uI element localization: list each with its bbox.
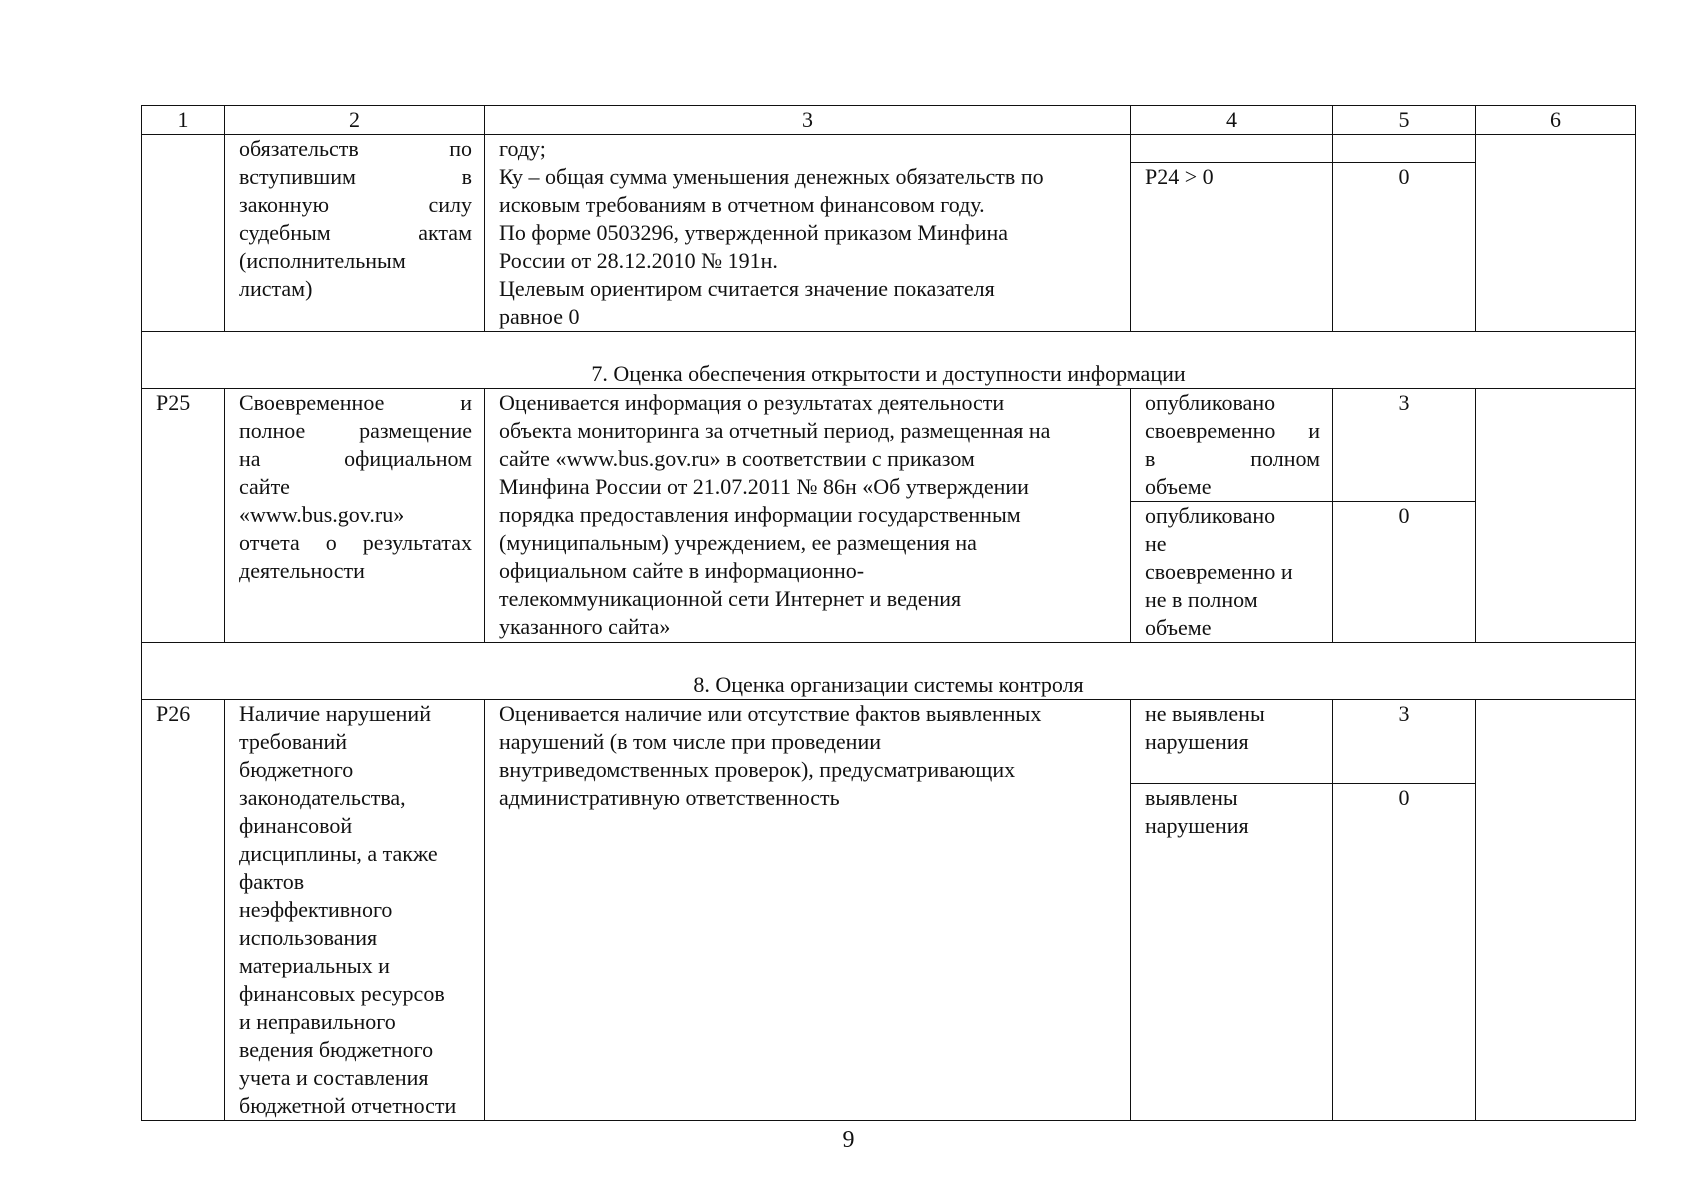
table-row-p26 [142,700,1636,784]
p25-description-line: Минфина России от 21.07.2011 № 86н «Об утверждении [499,474,1029,499]
p25-indicator-line: Своевременное и [239,390,472,415]
p26-indicator-line: финансовой [239,813,353,838]
p26-criterion-1-line: нарушения [1145,729,1249,754]
p26-code-cell: Р26 [142,700,225,1121]
p26-indicator-line: бюджетной отчетности [239,1093,457,1118]
header-row [142,106,1636,135]
p25-criterion-2-line: своевременно и [1145,559,1293,584]
p25-description-line: объекта мониторинга за отчетный период, размещенная на [499,418,1051,443]
p25-code-cell: Р25 [142,389,225,643]
header-col-4: 4 [1131,106,1333,135]
p26-indicator-cell [225,700,485,1121]
p25-criterion-1-line: опубликовано [1145,390,1276,415]
p26-indicator-line: ведения бюджетного [239,1037,434,1062]
header-col-1: 1 [142,106,225,135]
p24-description-line: году; [499,136,546,161]
p26-criterion-2-cell [1131,784,1333,1121]
p24-indicator-line: обязательств по [239,136,472,161]
header-col-6: 6 [1476,106,1636,135]
p26-indicator-line: использования [239,925,378,950]
p26-indicator-line: требований [239,729,348,754]
p25-criterion-1-cell [1131,389,1333,502]
p25-criterion-2-cell [1131,502,1333,643]
p25-indicator-line: сайте [239,474,290,499]
p26-indicator-line: бюджетного [239,757,354,782]
p25-score-1-cell: 3 [1333,389,1476,502]
section-7-title: 7. Оценка обеспечения открытости и доступности информации [142,332,1636,389]
p24-indicator-line: вступившим в [239,164,472,189]
p25-description-line: указанного сайта» [499,614,671,639]
p25-col6-cell [1476,389,1636,643]
table-row-p25 [142,389,1636,502]
table-row-p24-top [142,135,1636,163]
p25-description-line: Оценивается информация о результатах деятельности [499,390,1005,415]
p25-description-line: сайте «www.bus.gov.ru» в соответствии с приказом [499,446,975,471]
p26-description-line: внутриведомственных проверок), предусматривающих [499,757,1016,782]
p26-description-cell [485,700,1131,1121]
p24-description-line: России от 28.12.2010 № 191н. [499,248,778,273]
p24-indicator-line: (исполнительным [239,248,406,273]
p25-description-line: (муниципальным) учреждением, ее размещения на [499,530,977,555]
p25-indicator-line: на официальном [239,446,472,471]
p24-description-line: Целевым ориентиром считается значение показателя [499,276,995,301]
section-8-title: 8. Оценка организации системы контроля [142,643,1636,700]
p24-description-line: Ку – общая сумма уменьшения денежных обязательств по [499,164,1044,189]
p25-criterion-1-line: своевременно и [1145,418,1320,443]
p26-criterion-1-cell [1131,700,1333,784]
criteria-table [141,105,1636,1121]
p26-indicator-line: неэффективного [239,897,393,922]
p26-indicator-line: учета и составления [239,1065,429,1090]
p24-col6-cell [1476,135,1636,332]
p26-indicator-line: дисциплины, а также [239,841,438,866]
p26-indicator-line: фактов [239,869,305,894]
p26-description-line: административную ответственность [499,785,840,810]
p24-description-line: исковым требованиям в отчетном финансовом году. [499,192,985,217]
p26-col6-cell [1476,700,1636,1121]
p26-indicator-line: материальных и [239,953,390,978]
p26-score-2-cell: 0 [1333,784,1476,1121]
section-row-8 [142,643,1636,700]
p25-description-cell [485,389,1131,643]
p25-indicator-line: отчета о результатах [239,530,472,555]
p24-score-top-cell [1333,135,1476,163]
p26-indicator-line: и неправильного [239,1009,396,1034]
p25-indicator-cell [225,389,485,643]
p25-indicator-line: полное размещение [239,418,472,443]
p26-indicator-line: законодательства, [239,785,406,810]
p24-indicator-cell [225,135,485,332]
p25-criterion-2-line: объеме [1145,615,1212,640]
p24-indicator-line: листам) [239,276,313,301]
p26-indicator-line: финансовых ресурсов [239,981,445,1006]
p24-criterion-cell: Р24 > 0 [1131,163,1333,332]
p24-score-cell: 0 [1333,163,1476,332]
p24-description-line: По форме 0503296, утвержденной приказом Минфина [499,220,1009,245]
page-number: 9 [842,1127,855,1153]
p24-indicator-line: судебным актам [239,220,472,245]
p24-code-cell [142,135,225,332]
p25-criterion-2-line: опубликовано [1145,503,1276,528]
p25-criterion-2-line: не в полном [1145,587,1258,612]
header-col-3: 3 [485,106,1131,135]
p25-criterion-2-line: не [1145,531,1167,556]
header-col-5: 5 [1333,106,1476,135]
section-row-7 [142,332,1636,389]
p24-description-line: равное 0 [499,304,580,329]
p24-description-cell [485,135,1131,332]
p26-description-line: нарушений (в том числе при проведении [499,729,881,754]
p25-criterion-1-line: в полном [1145,446,1320,471]
p26-description-line: Оценивается наличие или отсутствие фактов выявленных [499,701,1042,726]
p25-score-2-cell: 0 [1333,502,1476,643]
p25-indicator-line: деятельности [239,558,365,583]
p24-criterion-top-cell [1131,135,1333,163]
p25-criterion-1-line: объеме [1145,474,1212,499]
p26-criterion-2-line: выявлены [1145,785,1238,811]
p25-indicator-line: «www.bus.gov.ru» [239,502,405,527]
p25-description-line: порядка предоставления информации государственным [499,502,1021,527]
p26-score-1-cell: 3 [1333,700,1476,784]
header-col-2: 2 [225,106,485,135]
p24-indicator-line: законную силу [239,192,472,217]
p26-indicator-line: Наличие нарушений [239,701,431,726]
p26-criterion-2-line: нарушения [1145,813,1249,839]
p25-description-line: телекоммуникационной сети Интернет и ведения [499,586,962,611]
p26-criterion-1-line: не выявлены [1145,701,1265,726]
p25-description-line: официальном сайте в информационно- [499,558,865,583]
